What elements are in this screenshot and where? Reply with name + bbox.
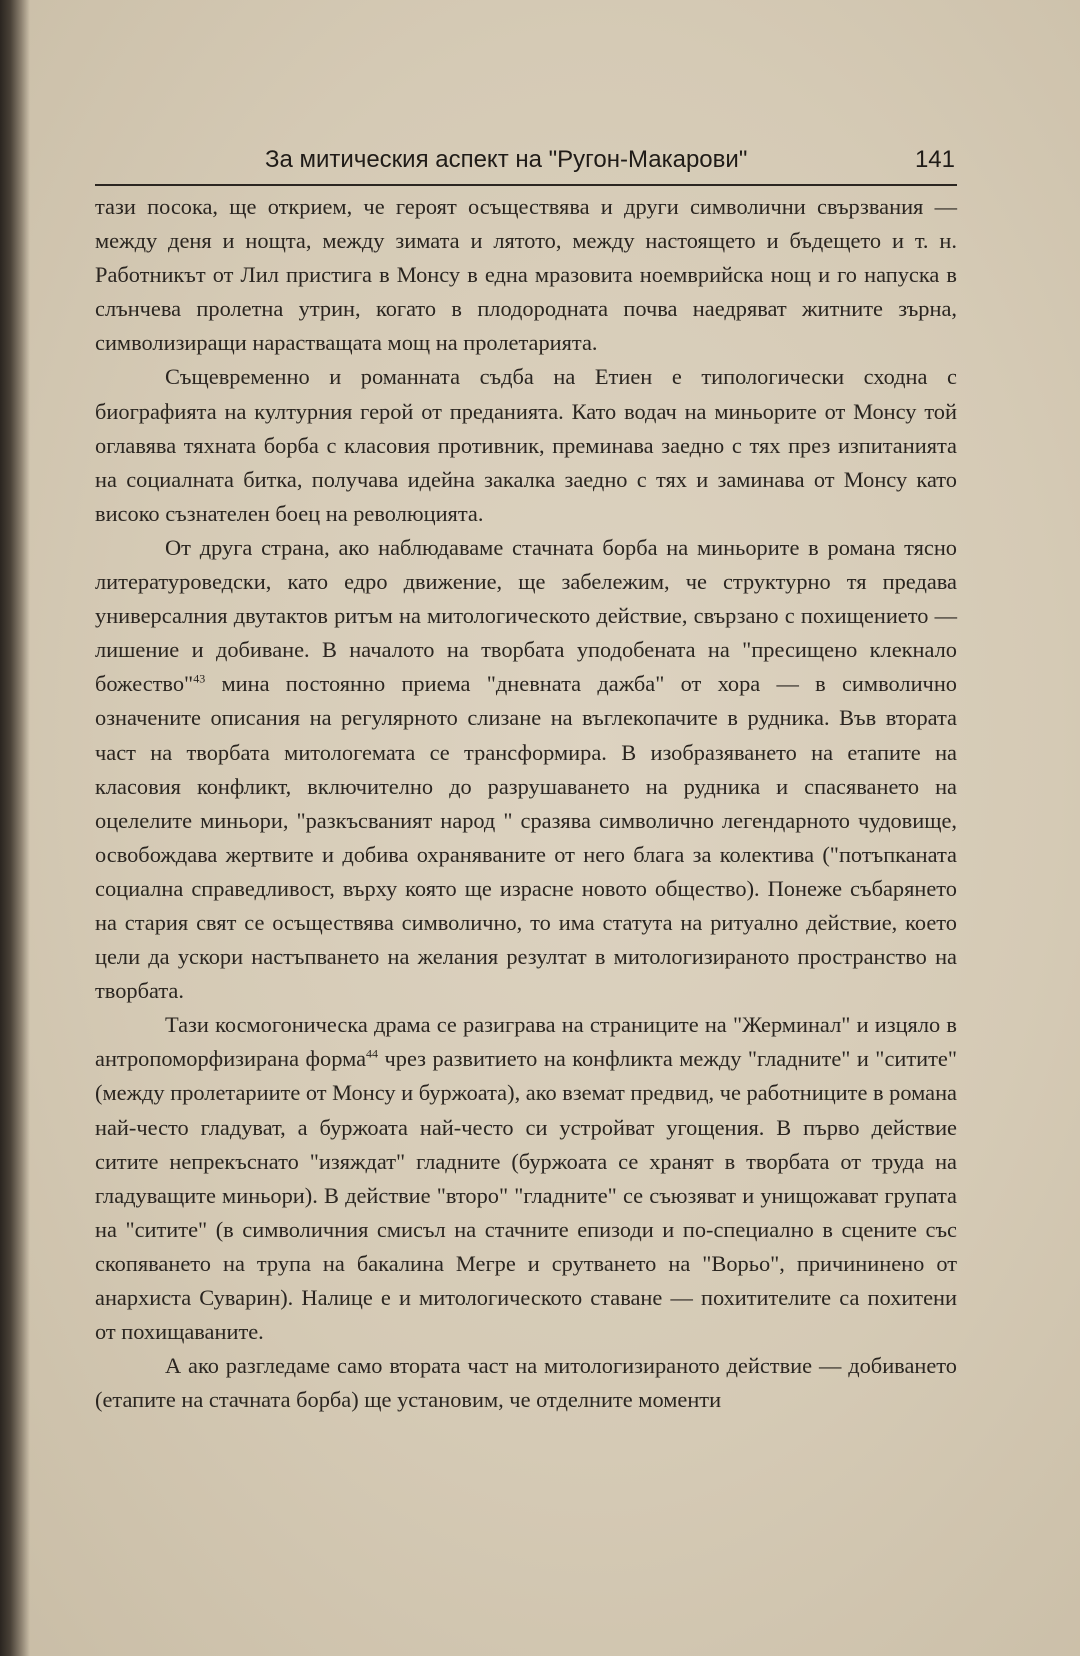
paragraph-4-part-2: чрез развитието на конфликта между "гладните" и "ситите" (между пролетариите от Монсу и буржоата), ако вземат предвид, че работниците в романа най-често гладуват, а буржоата най-често си устройват угощения. В първо действие ситите непрекъснато "изяждат" гладните (буржоата се хранят в творбата от труда на гладуващите миньори). В действие "второ" "гладните" се съюзяват и унищожават групата на "ситите" (в символичния смисъл на стачните епизоди и по-специално в сцените със скопяването на трупа на бакалина Мегре и срутването на "Ворьо", причининено от анархиста Суварин). Налице е и митологическото ставане — похитителите са похитени от похищаваните. xyxy=(95,1046,957,1345)
book-spine-shadow xyxy=(0,0,30,1656)
page-number: 141 xyxy=(914,146,955,173)
paragraph-4 xyxy=(95,1008,957,1349)
paragraph-3 xyxy=(95,531,957,1008)
footnote-ref-43: 43 xyxy=(193,671,206,686)
page-header xyxy=(95,140,957,186)
paragraph-3-part-2: мина постоянно приема "дневната дажба" от хора — в символично означените описания на регулярното слизане на въглекопачите в рудника. Във втората част на творбата митологемата се трансформира. В изобразяването на етапите на класовия конфликт, включително до разрушаването на рудника и спасяването на оцелелите миньори, "разкъсваният народ " сразява символично легендарното чудовище, освобождава жертвите и добива охраняваните от него блага за колектива ("потъпканата социална справедливост, върху която ще израсне новото общество). Понеже събарянето на стария свят се осъществява символично, то има статута на ритуално действие, което цели да ускори настъпването на желания резултат в митологизираното пространство на творбата. xyxy=(95,671,957,1004)
footnote-ref-44: 44 xyxy=(366,1046,379,1061)
paragraph-2: Същевременно и романната съдба на Етиен е типологически сходна с биографията на културния герой от преданията. Като водач на миньорите от Монсу той оглавява тяхната борба с класовия противник, преминава заедно с тях през изпитанията на социалната битка, получава идейна закалка заедно с тях и заминава от Монсу като високо съзнателен боец на революцията. xyxy=(95,364,957,526)
body-text xyxy=(95,190,957,1417)
paragraph-3-part-1: От друга страна, ако наблюдаваме стачната борба на миньорите в романа тясно литературоведски, като едро движение, ще забележим, че структурно тя предава универсалния двутактов ритъм на митологическото действие, свързано с похищението — лишение и добиване. В началото на творбата уподобената на "пресищено клекнало божество" xyxy=(95,534,957,697)
running-title: За митическия аспект на "Ругон-Макарови" xyxy=(265,146,748,173)
paragraph-5: А ако разгледаме само втората част на митологизираното действие — добиването (етапите на стачната борба) ще установим, че отделните моменти xyxy=(95,1353,957,1413)
paragraph-1: тази посока, ще открием, че героят осъществява и други символични свързвания — между деня и нощта, между зимата и лятото, между настоящето и бъдещето и т. н. Работникът от Лил пристига в Монсу в една мразовита ноемврийска нощ и го напуска в слънчева пролетна утрин, когато в плодородната почва наедряват житните зърна, символизиращи нарастващата мощ на пролетарията. xyxy=(95,194,957,356)
paragraph-4-part-1: Тази космогоническа драма се разиграва на страниците на "Жерминал" и изцяло в антропоморфизирана форма xyxy=(95,1012,957,1072)
